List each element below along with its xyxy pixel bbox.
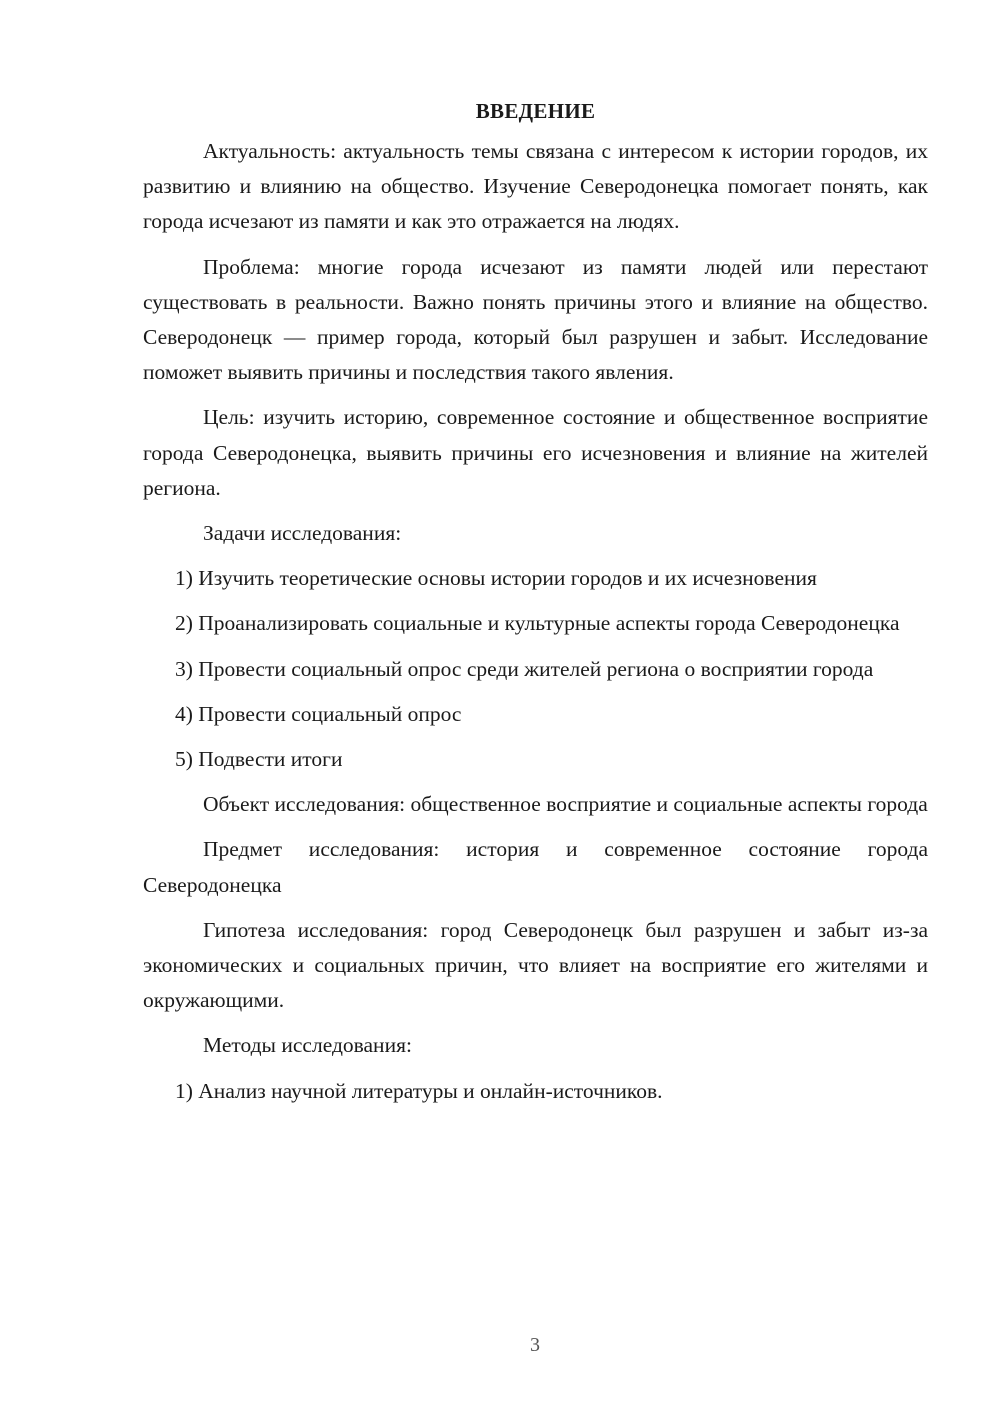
paragraph-object: Объект исследования: общественное восприятие и социальные аспекты города [203, 792, 928, 817]
paragraph-subject: Предмет исследования: история и современное состояние города Северодонецка [143, 837, 928, 897]
page-content [143, 96, 928, 1119]
tasks-heading: Задачи исследования: [203, 521, 402, 546]
task-item-5: 5) Подвести итоги [175, 747, 343, 772]
paragraph-relevance: Актуальность: актуальность темы связана с интересом к истории городов, их развитию и влиянию на общество. Изучение Северодонецка помогает понять, как города исчезают из памяти и как это отражается на людях. [143, 139, 928, 234]
section-title: ВВЕДЕНИЕ [475, 99, 596, 123]
task-item-2: 2) Проанализировать социальные и культурные аспекты города Северодонецка [175, 611, 900, 636]
methods-heading: Методы исследования: [203, 1033, 412, 1058]
task-item-4: 4) Провести социальный опрос [175, 701, 462, 726]
paragraph-problem: Проблема: многие города исчезают из памяти людей или перестают существовать в реальности. Важно понять причины этого и влияние на общество. Северодонецк — пример города, который был разрушен и забыт. Исследование поможет выявить причины и последствия такого явления. [143, 254, 928, 385]
task-item-3: 3) Провести социальный опрос среди жителей региона о восприятии города [175, 656, 874, 681]
paragraph-goal: Цель: изучить историю, современное состояние и общественное восприятие города Северодонецка, выявить причины его исчезновения и влияние на жителей региона. [143, 405, 928, 500]
task-item-1: 1) Изучить теоретические основы истории городов и их исчезновения [175, 566, 817, 591]
paragraph-hypothesis: Гипотеза исследования: город Северодонецк был разрушен и забыт из-за экономических и социальных причин, что влияет на восприятие его жителями и окружающими. [143, 917, 928, 1013]
method-item-1: 1) Анализ научной литературы и онлайн-источников. [175, 1078, 663, 1103]
page-number: 3 [530, 1334, 540, 1356]
